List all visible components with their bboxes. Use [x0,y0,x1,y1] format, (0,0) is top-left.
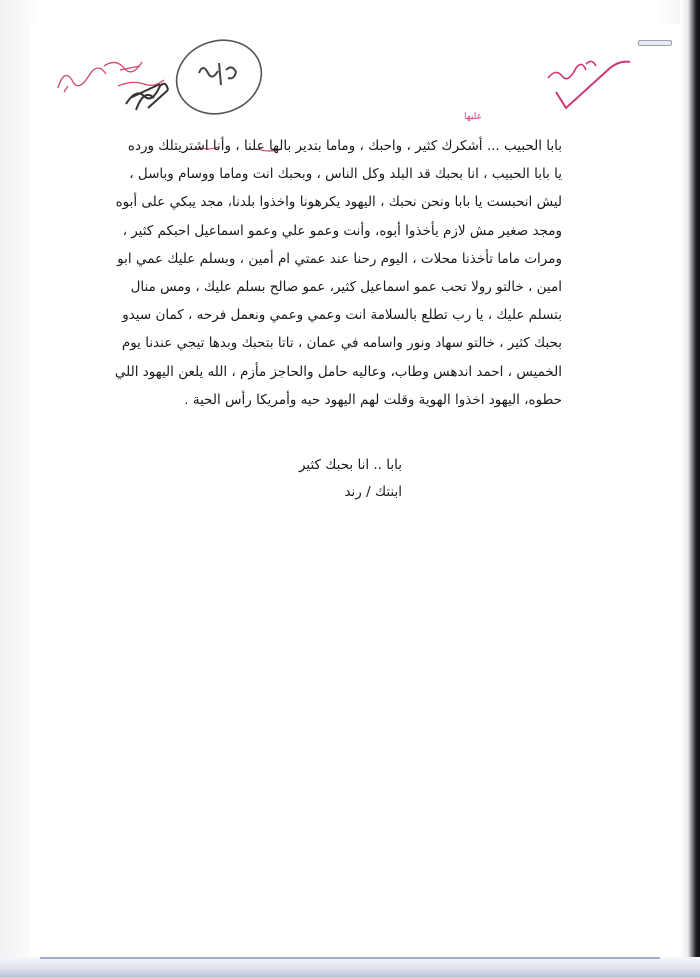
letter-line: الخميس ، احمد اندهس وطاب، وعاليه حامل والحاجز مأزم ، الله يلعن اليهود اللي [114,363,562,380]
letter-line: امين ، خالتو رولا تحب عمو اسماعيل كثير، عمو صالح بسلم عليك ، ومس منال [130,278,562,295]
letter-line: بابا الحبيب ... أشكرك كثير ، واحبك ، وماما بتدير بالها علنا ، وأنا اشتريتلك ورده [127,138,562,154]
letter-line: ومجد صغير مش لازم يأخذوا أبوه، وأنت وعمو علي وعمو اسماعيل احبكم كثير ، [122,222,562,239]
scan-edge-shadow [680,0,700,977]
signature: ابنتك / رند [344,484,402,500]
staple-mark [638,40,672,46]
letter-line: ليش انحبست يا بابا ونحن نحبك ، اليهود يكرهونا واخذوا بلدنا، مجد يبكي على أبوه [115,194,562,211]
letter-closing [299,452,402,506]
letter-line: ومرات ماما تأخذنا محلات ، اليوم رحنا عند عمتي ام أمين ، وبسلم عليك عمي ابو [117,250,562,267]
letter-line: بتسلم عليك ، يا رب تطلع بالسلامة انت وعمي وعمي ونعمل فرحه ، كمان سيدو [122,307,562,324]
letter-body [82,132,562,414]
scan-bottom-edge [0,957,700,977]
margin-correction-note: عليها [464,112,482,122]
binder-line [40,957,660,959]
closing-line: بابا .. انا بحبك كثير [298,457,402,473]
letter-line: يا بابا الحبيب ، انا بحبك قد البلد وكل الناس ، وبحبك انت وماما ووسام وباسل ، [129,166,562,183]
letter-line: حطوه، اليهود اخذوا الهوية وقلت لهم اليهود حيه وأمريكا رأس الحية . [184,391,562,408]
letter-line: بحبك كثير ، خالتو سهاد ونور واسامه في عمان ، تاتا بتحبك وبدها تيجي عندنا يوم [121,335,562,352]
